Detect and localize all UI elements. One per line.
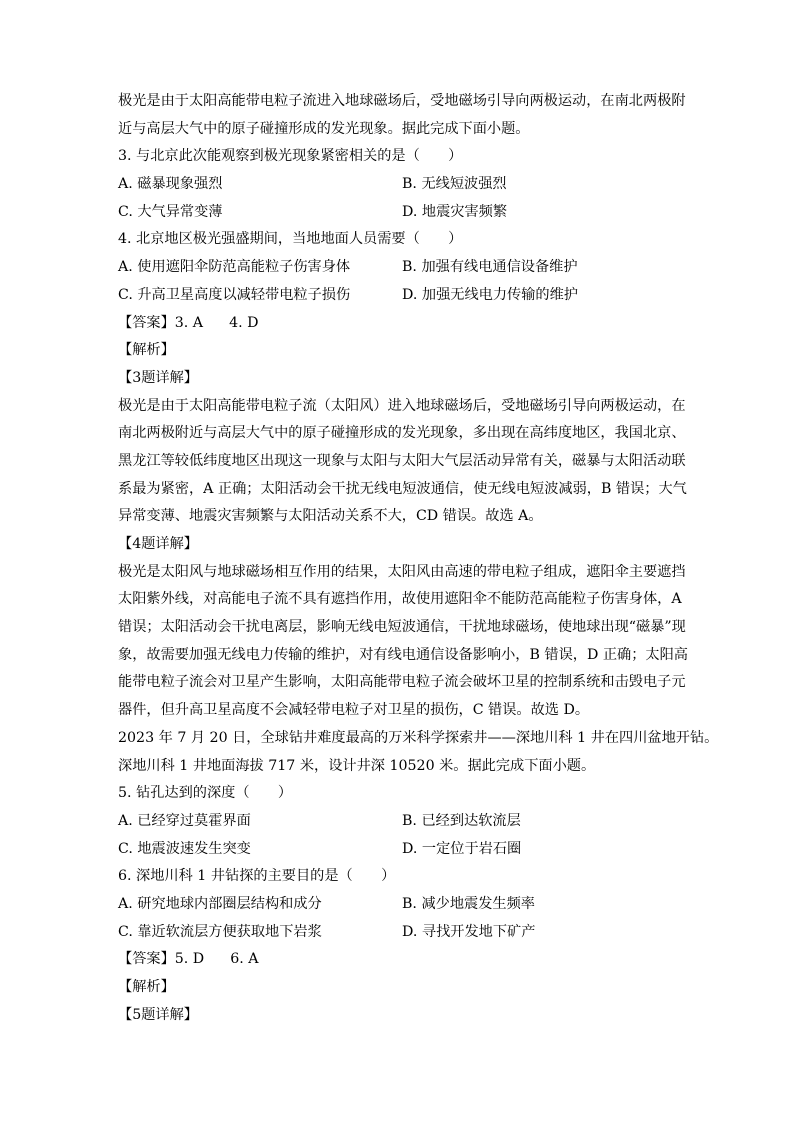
q4-detail-label: 【4题详解】 xyxy=(118,536,198,552)
question-5-options-row xyxy=(118,808,684,836)
option-b: B. 已经到达软流层 xyxy=(402,812,521,829)
question-4-options-row xyxy=(118,282,684,310)
answer-value: 3. A xyxy=(174,314,204,331)
analysis-label: 【解析】 xyxy=(118,342,175,359)
q3-detail-line: 异常变薄、地震灾害频繁与太阳活动关系不大，CD 错误。故选 A。 xyxy=(118,508,543,525)
document-page xyxy=(118,88,719,1029)
q4-detail-line: 错误；太阳活动会干扰电离层，影响无线电短波通信，干扰地球磁场，使地球出现“磁暴”现 xyxy=(118,619,686,636)
intro-paragraph-line: 深地川科 1 井地面海拔 717 米，设计井深 10520 米。据此完成下面小题。 xyxy=(118,757,596,774)
answer-line xyxy=(118,310,684,338)
answer-value: 6. A xyxy=(230,951,259,968)
option-a: A. 使用遮阳伞防范高能粒子伤害身体 xyxy=(118,259,351,276)
answer-line xyxy=(118,946,684,974)
question-3-options-row xyxy=(118,199,684,227)
option-c: C. 地震波速发生突变 xyxy=(118,840,251,857)
question-4-stem: 4. 北京地区极光强盛期间，当地地面人员需要（ ） xyxy=(118,231,463,248)
question-3-stem: 3. 与北京此次能观察到极光现象紧密相关的是（ ） xyxy=(118,148,463,165)
question-5-stem: 5. 钻孔达到的深度（ ） xyxy=(118,785,293,802)
q3-detail-line: 黑龙江等较低纬度地区出现这一现象与太阳与太阳大气层活动异常有关，磁暴与太阳活动联 xyxy=(118,452,686,469)
option-a: A. 研究地球内部圈层结构和成分 xyxy=(118,895,322,912)
option-a: A. 磁暴现象强烈 xyxy=(118,176,223,193)
question-4-options-row xyxy=(118,254,684,282)
option-d: D. 地震灾害频繁 xyxy=(402,203,508,220)
question-6-options-row xyxy=(118,919,684,947)
q3-detail-label: 【3题详解】 xyxy=(118,369,198,386)
question-3-options-row xyxy=(118,171,684,199)
answer-value: 4. D xyxy=(229,314,259,331)
option-c: C. 靠近软流层方便获取地下岩浆 xyxy=(118,923,322,940)
option-c: C. 大气异常变薄 xyxy=(118,203,223,220)
q3-detail-line: 系最为紧密，A 正确；太阳活动会干扰无线电短波通信，使无线电短波减弱，B 错误；大气 xyxy=(118,480,687,497)
analysis-label: 【解析】 xyxy=(118,979,175,995)
q4-detail-line: 太阳紫外线，对高能电子流不具有遮挡作用，故使用遮阳伞不能防范高能粒子伤害身体，A xyxy=(118,591,682,608)
answer-value: 5. D xyxy=(174,951,205,968)
intro-paragraph-line: 极光是由于太阳高能带电粒子流进入地球磁场后，受地磁场引导向两极运动，在南北两极附 xyxy=(118,93,686,109)
q4-detail-line: 器件，但升高卫星高度不会减轻带电粒子对卫星的损伤，C 错误。故选 D。 xyxy=(118,702,590,719)
answer-label: 【答案】 xyxy=(118,314,175,331)
q3-detail-line: 极光是由于太阳高能带电粒子流（太阳风）进入地球磁场后，受地磁场引导向两极运动，在 xyxy=(118,397,686,414)
q4-detail-line: 能带电粒子流会对卫星产生影响，太阳高能带电粒子流会破坏卫星的控制系统和击毁电子元 xyxy=(118,674,686,691)
answer-label: 【答案】 xyxy=(118,951,175,968)
intro-paragraph-line: 2023 年 7 月 20 日，全球钻井难度最高的万米科学探索井——深地川科 1 井在四川盆地开钻。 xyxy=(118,729,719,746)
question-6-stem: 6. 深地川科 1 井钻探的主要目的是（ ） xyxy=(118,868,396,885)
q4-detail-line: 象，故需要加强无线电力传输的维护，对有线电通信设备影响小，B 错误，D 正确；太阳高 xyxy=(118,646,688,663)
option-a: A. 已经穿过莫霍界面 xyxy=(118,812,251,829)
option-d: D. 一定位于岩石圈 xyxy=(402,840,522,857)
intro-paragraph-line: 近与高层大气中的原子碰撞形成的发光现象。据此完成下面小题。 xyxy=(118,120,530,137)
question-5-options-row xyxy=(118,836,684,864)
option-d: D. 加强无线电力传输的维护 xyxy=(402,286,578,303)
q4-detail-line: 极光是太阳风与地球磁场相互作用的结果，太阳风由高速的带电粒子组成，遮阳伞主要遮挡 xyxy=(118,563,686,580)
option-b: B. 加强有线电通信设备维护 xyxy=(402,259,578,276)
option-b: B. 无线短波强烈 xyxy=(402,176,507,193)
q3-detail-line: 南北两极附近与高层大气中的原子碰撞形成的发光现象，多出现在高纬度地区，我国北京、 xyxy=(118,425,686,442)
question-6-options-row xyxy=(118,891,684,919)
option-d: D. 寻找开发地下矿产 xyxy=(402,923,536,940)
q5-detail-label: 【5题详解】 xyxy=(118,1006,198,1023)
option-b: B. 减少地震发生频率 xyxy=(402,895,535,912)
option-c: C. 升高卫星高度以减轻带电粒子损伤 xyxy=(118,286,351,303)
